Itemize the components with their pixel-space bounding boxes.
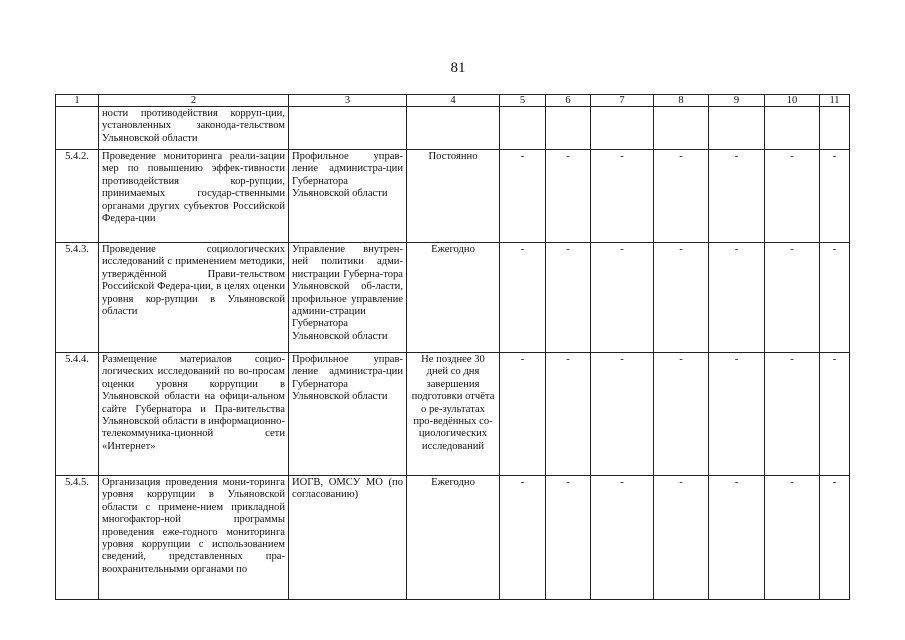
column-header: 1 [56,95,99,107]
term: Ежегодно [407,476,500,600]
value-cell [820,107,850,150]
column-header: 4 [407,95,500,107]
column-header: 11 [820,95,850,107]
measure-name: Проведение социологических исследований с применением методики, утверждённой Прави-тельством Российской Федера-ции, в целях оценки уровня кор-рупции в Ульяновской области [99,243,289,353]
value-cell [709,107,765,150]
value-cell [765,107,820,150]
term [407,107,500,150]
row-number: 5.4.5. [56,476,99,600]
value-cell: - [820,353,850,476]
executor: Управление внутрен-ней политики адми-нистрации Губерна-тора Ульяновской об-ласти, профильное управление админи-страции Губернатора Ульяновской области [289,243,407,353]
value-cell: - [546,353,591,476]
value-cell [546,107,591,150]
header-row [56,95,850,107]
row-number: 5.4.4. [56,353,99,476]
measure-name: ности противодействия корруп-ции, установленных законода-тельством Ульяновской области [99,107,289,150]
value-cell: - [654,353,709,476]
column-header: 3 [289,95,407,107]
measure-name: Организация проведения мони-торинга уровня коррупции в Ульяновской области с примене-нием прикладной многофактор-ной программы проведения еже-годного мониторинга уровня коррупции с использованием сведений, представленных пра-воохранительными органами по [99,476,289,600]
value-cell: - [500,150,546,243]
row-number [56,107,99,150]
table-row [56,476,850,600]
value-cell: - [765,150,820,243]
value-cell: - [591,476,654,600]
value-cell [591,107,654,150]
plan-table [55,94,850,600]
value-cell: - [820,150,850,243]
page-number: 81 [450,60,466,76]
value-cell: - [765,243,820,353]
value-cell: - [765,476,820,600]
table-row [56,107,850,150]
term: Ежегодно [407,243,500,353]
value-cell: - [500,243,546,353]
table-row [56,243,850,353]
value-cell: - [654,150,709,243]
value-cell: - [500,476,546,600]
measure-name: Размещение материалов социо-логических исследований по во-просам оценки уровня коррупции в Ульяновской области на офици-альном сайте Губернатора и Пра-вительства Ульяновской области в информационно-телекоммуника-ционной сети «Интернет» [99,353,289,476]
value-cell: - [765,353,820,476]
value-cell: - [709,476,765,600]
value-cell: - [709,150,765,243]
value-cell: - [591,243,654,353]
term: Постоянно [407,150,500,243]
value-cell [654,107,709,150]
value-cell: - [591,353,654,476]
column-header: 9 [709,95,765,107]
value-cell: - [654,476,709,600]
column-header: 5 [500,95,546,107]
measure-name: Проведение мониторинга реали-зации мер по повышению эффек-тивности противодействия кор-рупции, принимаемых государ-ственными органами других субъектов Российской Федера-ции [99,150,289,243]
table-row [56,353,850,476]
column-header: 2 [99,95,289,107]
value-cell: - [546,476,591,600]
column-header: 10 [765,95,820,107]
executor: Профильное управ-ление администра-ции Губернатора Ульяновской области [289,150,407,243]
term: Не позднее 30 дней со дня завершения подготовки отчёта о ре-зультатах про-ведённых со-циологических исследований [407,353,500,476]
column-header: 8 [654,95,709,107]
row-number: 5.4.2. [56,150,99,243]
executor: ИОГВ, ОМСУ МО (по согласованию) [289,476,407,600]
value-cell: - [709,243,765,353]
value-cell: - [820,243,850,353]
table-row [56,150,850,243]
column-header: 6 [546,95,591,107]
executor [289,107,407,150]
value-cell: - [654,243,709,353]
value-cell: - [546,150,591,243]
value-cell: - [591,150,654,243]
value-cell: - [500,353,546,476]
executor: Профильное управ-ление администра-ции Губернатора Ульяновской области [289,353,407,476]
value-cell [500,107,546,150]
value-cell: - [820,476,850,600]
row-number: 5.4.3. [56,243,99,353]
value-cell: - [709,353,765,476]
value-cell: - [546,243,591,353]
column-header: 7 [591,95,654,107]
